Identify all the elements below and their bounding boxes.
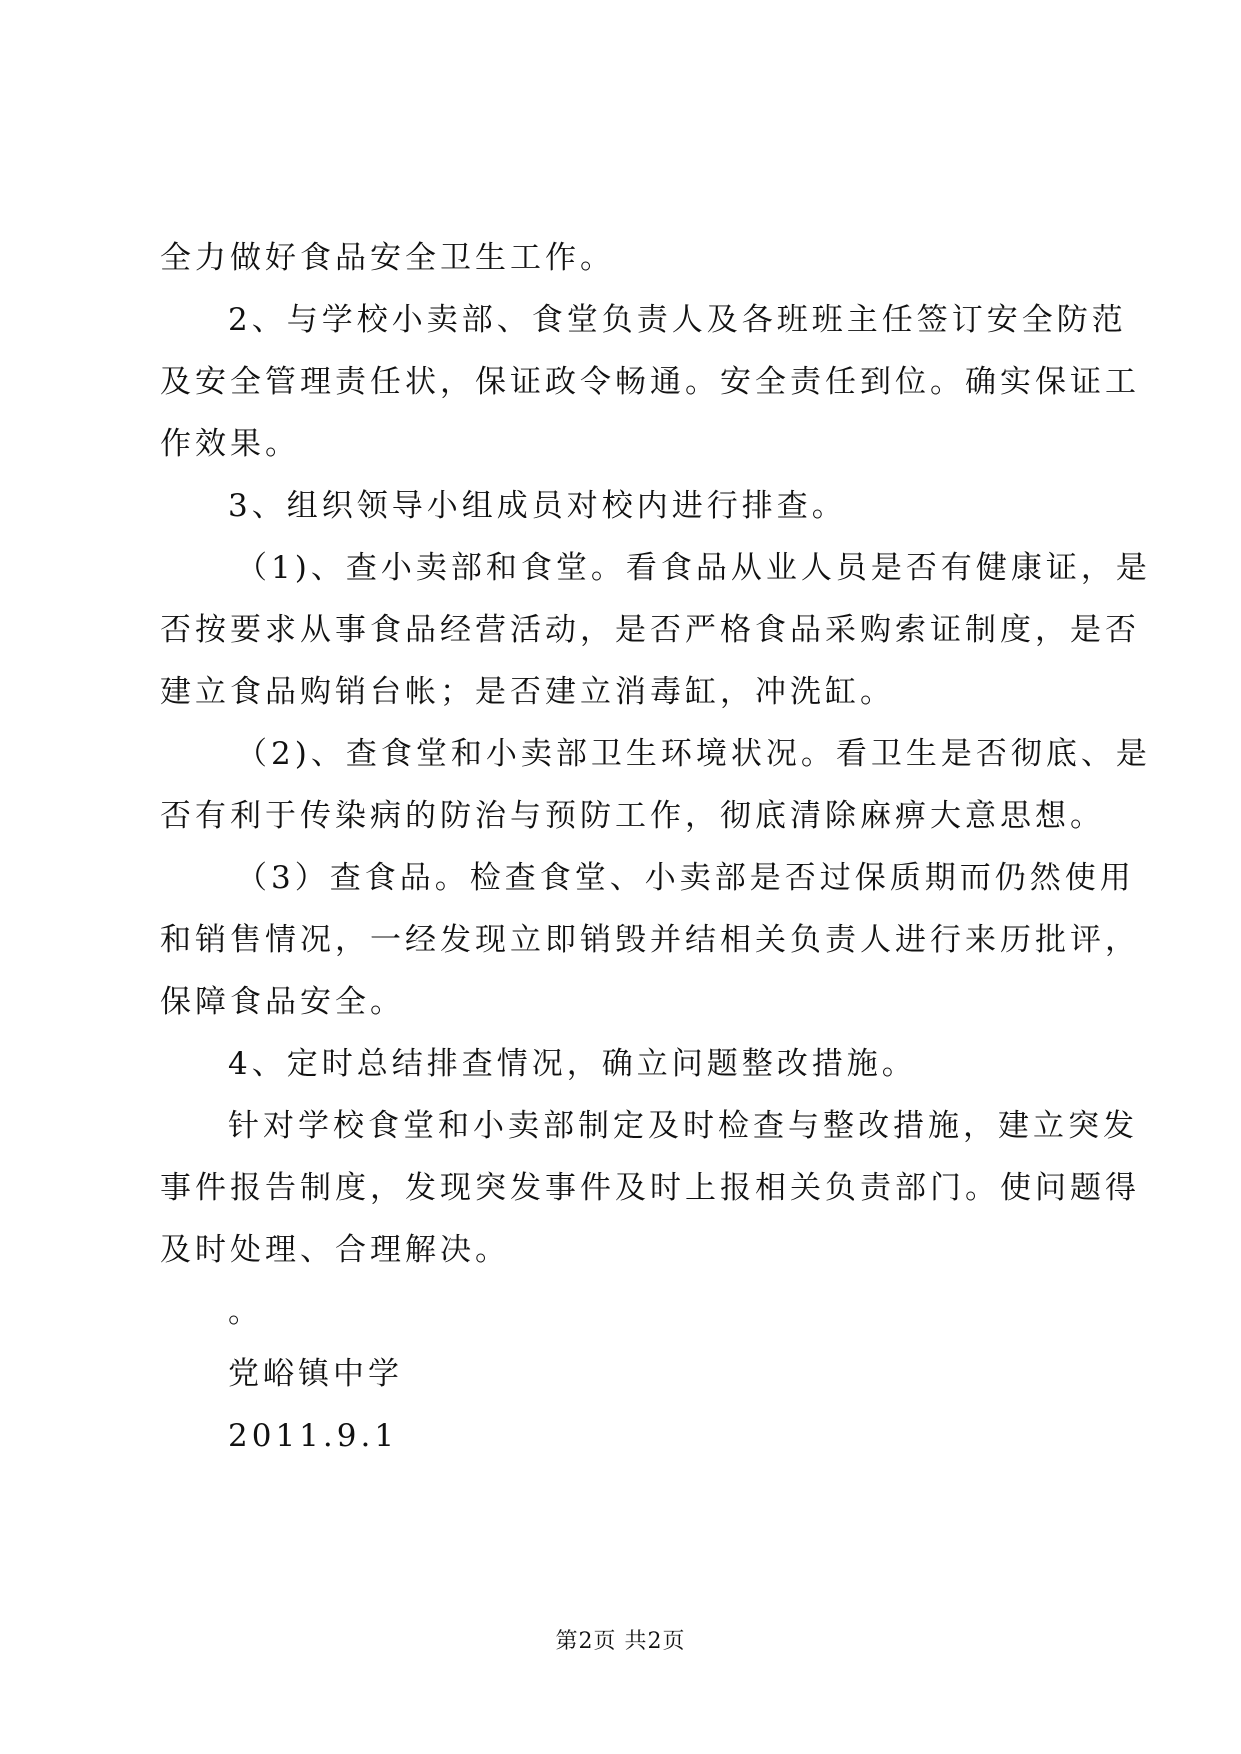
text-line-14: 4、定时总结排查情况，确立问题整改措施。 <box>228 1046 917 1082</box>
text-line-1: 全力做好食品安全卫生工作。 <box>160 240 615 276</box>
text-line-12: 和销售情况，一经发现立即销毁并结相关负责人进行来历批评， <box>160 922 1140 958</box>
text-line-7: 否按要求从事食品经营活动，是否严格食品采购索证制度，是否 <box>160 612 1140 648</box>
text-line-15: 针对学校食堂和小卖部制定及时检查与整改措施，建立突发 <box>228 1108 1138 1144</box>
text-line-3: 及安全管理责任状，保证政令畅通。安全责任到位。确实保证工 <box>160 364 1140 400</box>
text-line-16: 事件报告制度，发现突发事件及时上报相关负责部门。使问题得 <box>160 1170 1140 1206</box>
text-line-11: （3）查食品。检查食堂、小卖部是否过保质期而仍然使用 <box>236 860 1135 896</box>
text-line-9: （2)、查食堂和小卖部卫生环境状况。看卫生是否彻底、是 <box>236 736 1151 772</box>
text-line-5: 3、组织领导小组成员对校内进行排查。 <box>228 488 847 524</box>
text-line-8: 建立食品购销台帐；是否建立消毒缸，冲洗缸。 <box>160 674 895 710</box>
signature-organization: 党峪镇中学 <box>228 1356 403 1392</box>
text-line-18: 。 <box>228 1294 263 1330</box>
text-line-6: （1)、查小卖部和食堂。看食品从业人员是否有健康证，是 <box>236 550 1151 586</box>
text-line-4: 作效果。 <box>160 426 300 462</box>
text-line-10: 否有利于传染病的防治与预防工作，彻底清除麻痹大意思想。 <box>160 798 1105 834</box>
text-line-2: 2、与学校小卖部、食堂负责人及各班班主任签订安全防范 <box>228 302 1127 338</box>
page-footer: 第2页 共2页 <box>555 1629 686 1654</box>
text-line-13: 保障食品安全。 <box>160 984 405 1020</box>
signature-date: 2011.9.1 <box>228 1418 399 1454</box>
text-line-17: 及时处理、合理解决。 <box>160 1232 510 1268</box>
